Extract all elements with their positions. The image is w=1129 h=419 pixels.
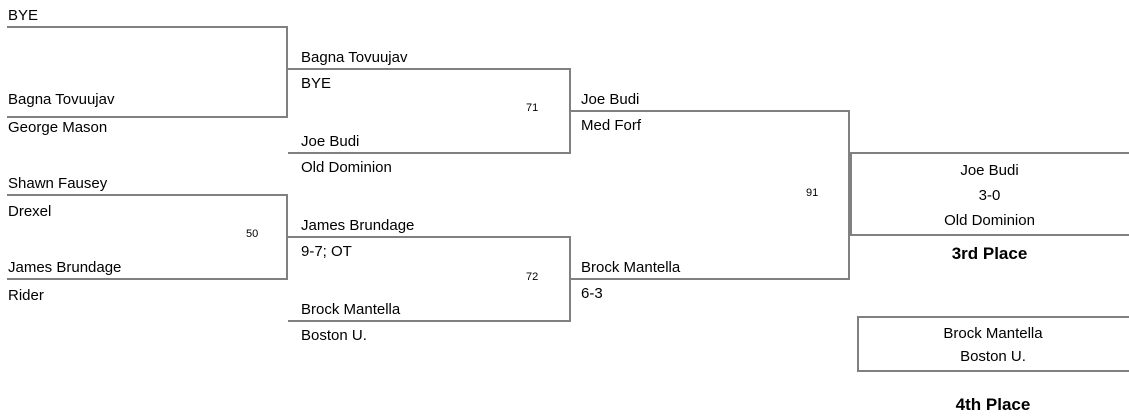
r2-slot4-result: Boston U.: [301, 327, 367, 344]
r3-slot1-name: Joe Budi: [581, 91, 640, 108]
r3-slot1-result: Med Forf: [581, 117, 642, 134]
r3-line-2: [571, 278, 850, 280]
fourth-place-school: Boston U.: [960, 348, 1026, 365]
fourth-place-name: Brock Mantella: [943, 325, 1043, 342]
bout-number-72: 72: [526, 271, 539, 283]
r1-line-1: [7, 26, 288, 28]
r2-line-2: [288, 152, 571, 154]
third-place-name: Joe Budi: [960, 162, 1019, 179]
third-place-result: 3-0: [978, 187, 1001, 204]
r1-slot4-school: Rider: [8, 287, 44, 304]
r2-slot3-name: James Brundage: [301, 217, 415, 234]
r1-slot3-school: Drexel: [8, 203, 52, 220]
r3-slot2-result: 6-3: [581, 285, 603, 302]
r1-slot3-name: Shawn Fausey: [8, 175, 108, 192]
r2-slot2-result: Old Dominion: [301, 159, 392, 176]
r2-slot3-result: 9-7; OT: [301, 243, 352, 260]
r3-slot2-name: Brock Mantella: [581, 259, 681, 276]
r1-slot2-name: Bagna Tovuujav: [8, 91, 115, 108]
bout-number-71: 71: [526, 102, 539, 114]
r2-slot4-name: Brock Mantella: [301, 301, 401, 318]
r2-slot1-result: BYE: [301, 75, 332, 92]
fourth-place-label: 4th Place: [955, 395, 1031, 414]
r1-line-3: [7, 194, 288, 196]
r1-slot4-name: James Brundage: [8, 259, 122, 276]
r1-slot2-school: George Mason: [8, 119, 108, 136]
bout-number-91: 91: [806, 187, 819, 199]
r2-line-1: [288, 68, 571, 70]
r1-line-2: [7, 116, 288, 118]
r1-line-4: [7, 278, 288, 280]
r2-slot1-name: Bagna Tovuujav: [301, 49, 408, 66]
r1-slot1-name: BYE: [8, 7, 39, 24]
r2-line-3: [288, 236, 571, 238]
r3-line-1: [571, 110, 850, 112]
r2-slot2-name: Joe Budi: [301, 133, 360, 150]
bout-number-50: 50: [246, 228, 259, 240]
r1-connector-1: [286, 26, 288, 118]
third-place-label: 3rd Place: [951, 244, 1028, 263]
third-place-school: Old Dominion: [944, 212, 1035, 229]
r2-line-4: [288, 320, 571, 322]
